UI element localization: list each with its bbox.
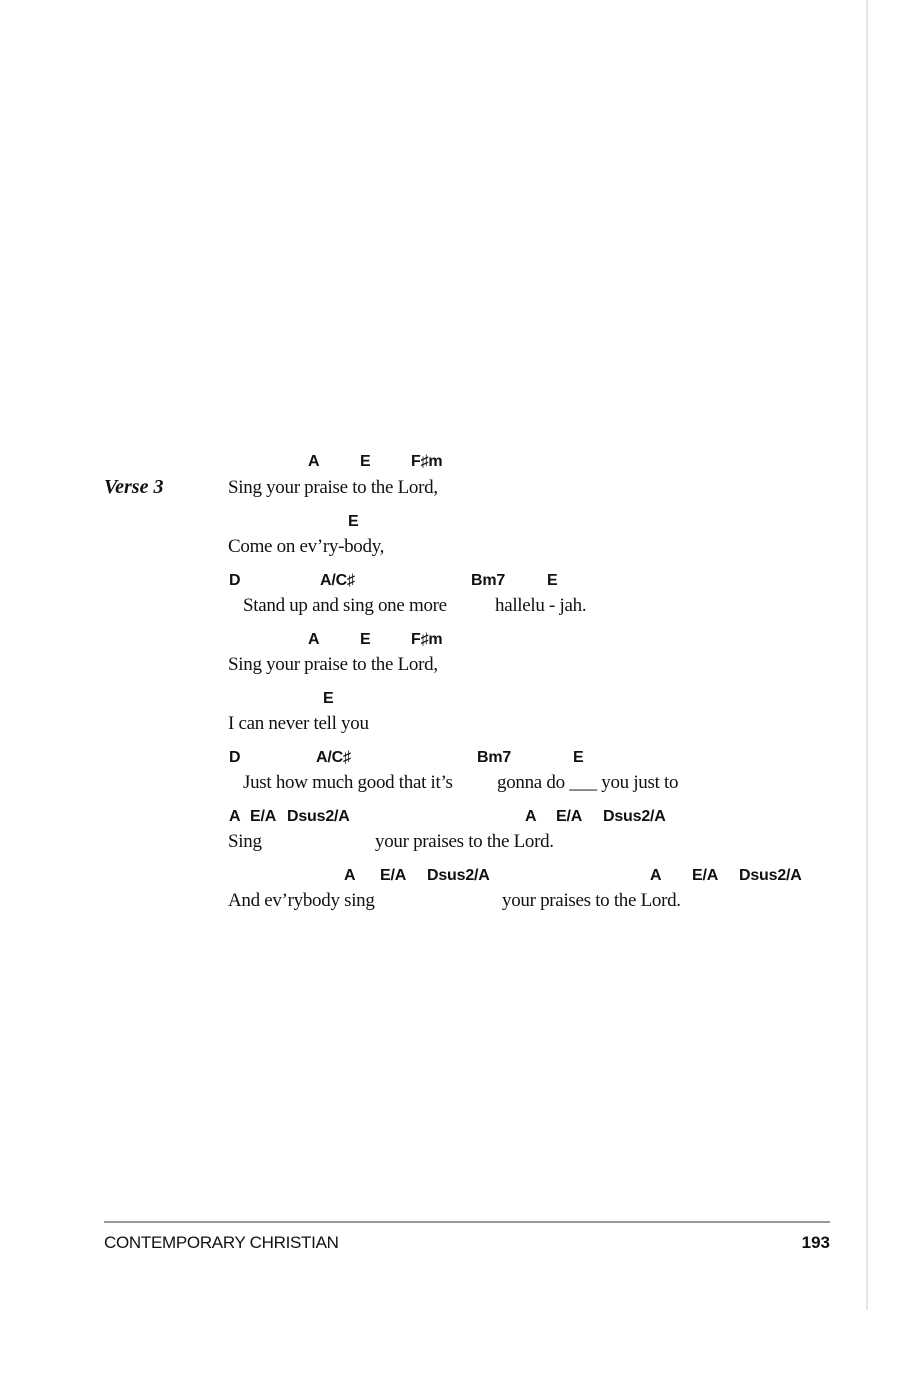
chord: E/A [380, 867, 407, 884]
chord: Dsus2/A [603, 808, 666, 825]
lyric-line: I can never tell you [228, 713, 369, 734]
lyric-segment: And ev’rybody sing [228, 890, 375, 911]
page-edge [866, 0, 868, 1310]
chord: A [229, 808, 241, 825]
chord: E [573, 749, 584, 766]
chord: D [229, 749, 241, 766]
chord: A [525, 808, 537, 825]
lyric-segment: your praises to the Lord. [502, 890, 681, 911]
chord: Dsus2/A [739, 867, 802, 884]
chord: E [547, 572, 558, 589]
chord: E [323, 690, 334, 707]
lyric-segment: Stand up and sing one more [243, 595, 447, 616]
chord: E [348, 513, 359, 530]
chord: A [308, 453, 320, 470]
chord: Dsus2/A [427, 867, 490, 884]
chord: E/A [250, 808, 277, 825]
chord: F♯m [411, 631, 443, 648]
chord: A/C♯ [316, 749, 351, 766]
chord: E/A [556, 808, 583, 825]
chord: E [360, 631, 371, 648]
lyric-line: Sing your praise to the Lord, [228, 477, 438, 498]
lyric-segment: Just how much good that it’s [243, 772, 453, 793]
chord: D [229, 572, 241, 589]
footer-book-title: CONTEMPORARY CHRISTIAN [104, 1233, 339, 1252]
chord: F♯m [411, 453, 443, 470]
chord: A [344, 867, 356, 884]
chord: Bm7 [477, 749, 512, 766]
section-label: Verse 3 [104, 476, 164, 498]
chord: Bm7 [471, 572, 506, 589]
lyric-segment: your praises to the Lord. [375, 831, 554, 852]
chord: E/A [692, 867, 719, 884]
chord: Dsus2/A [287, 808, 350, 825]
lyric-segment: hallelu - jah. [495, 595, 587, 616]
lyric-segment: gonna do ___ you just to [497, 772, 679, 793]
lyric-line: Sing your praise to the Lord, [228, 654, 438, 675]
page-number: 193 [801, 1233, 830, 1252]
footer-rule [104, 1221, 830, 1223]
chord: A/C♯ [320, 572, 355, 589]
chord: E [360, 453, 371, 470]
chord: A [650, 867, 662, 884]
chord: A [308, 631, 320, 648]
lyric-line: Come on ev’ry-body, [228, 536, 385, 557]
lyric-segment: Sing [228, 831, 262, 852]
